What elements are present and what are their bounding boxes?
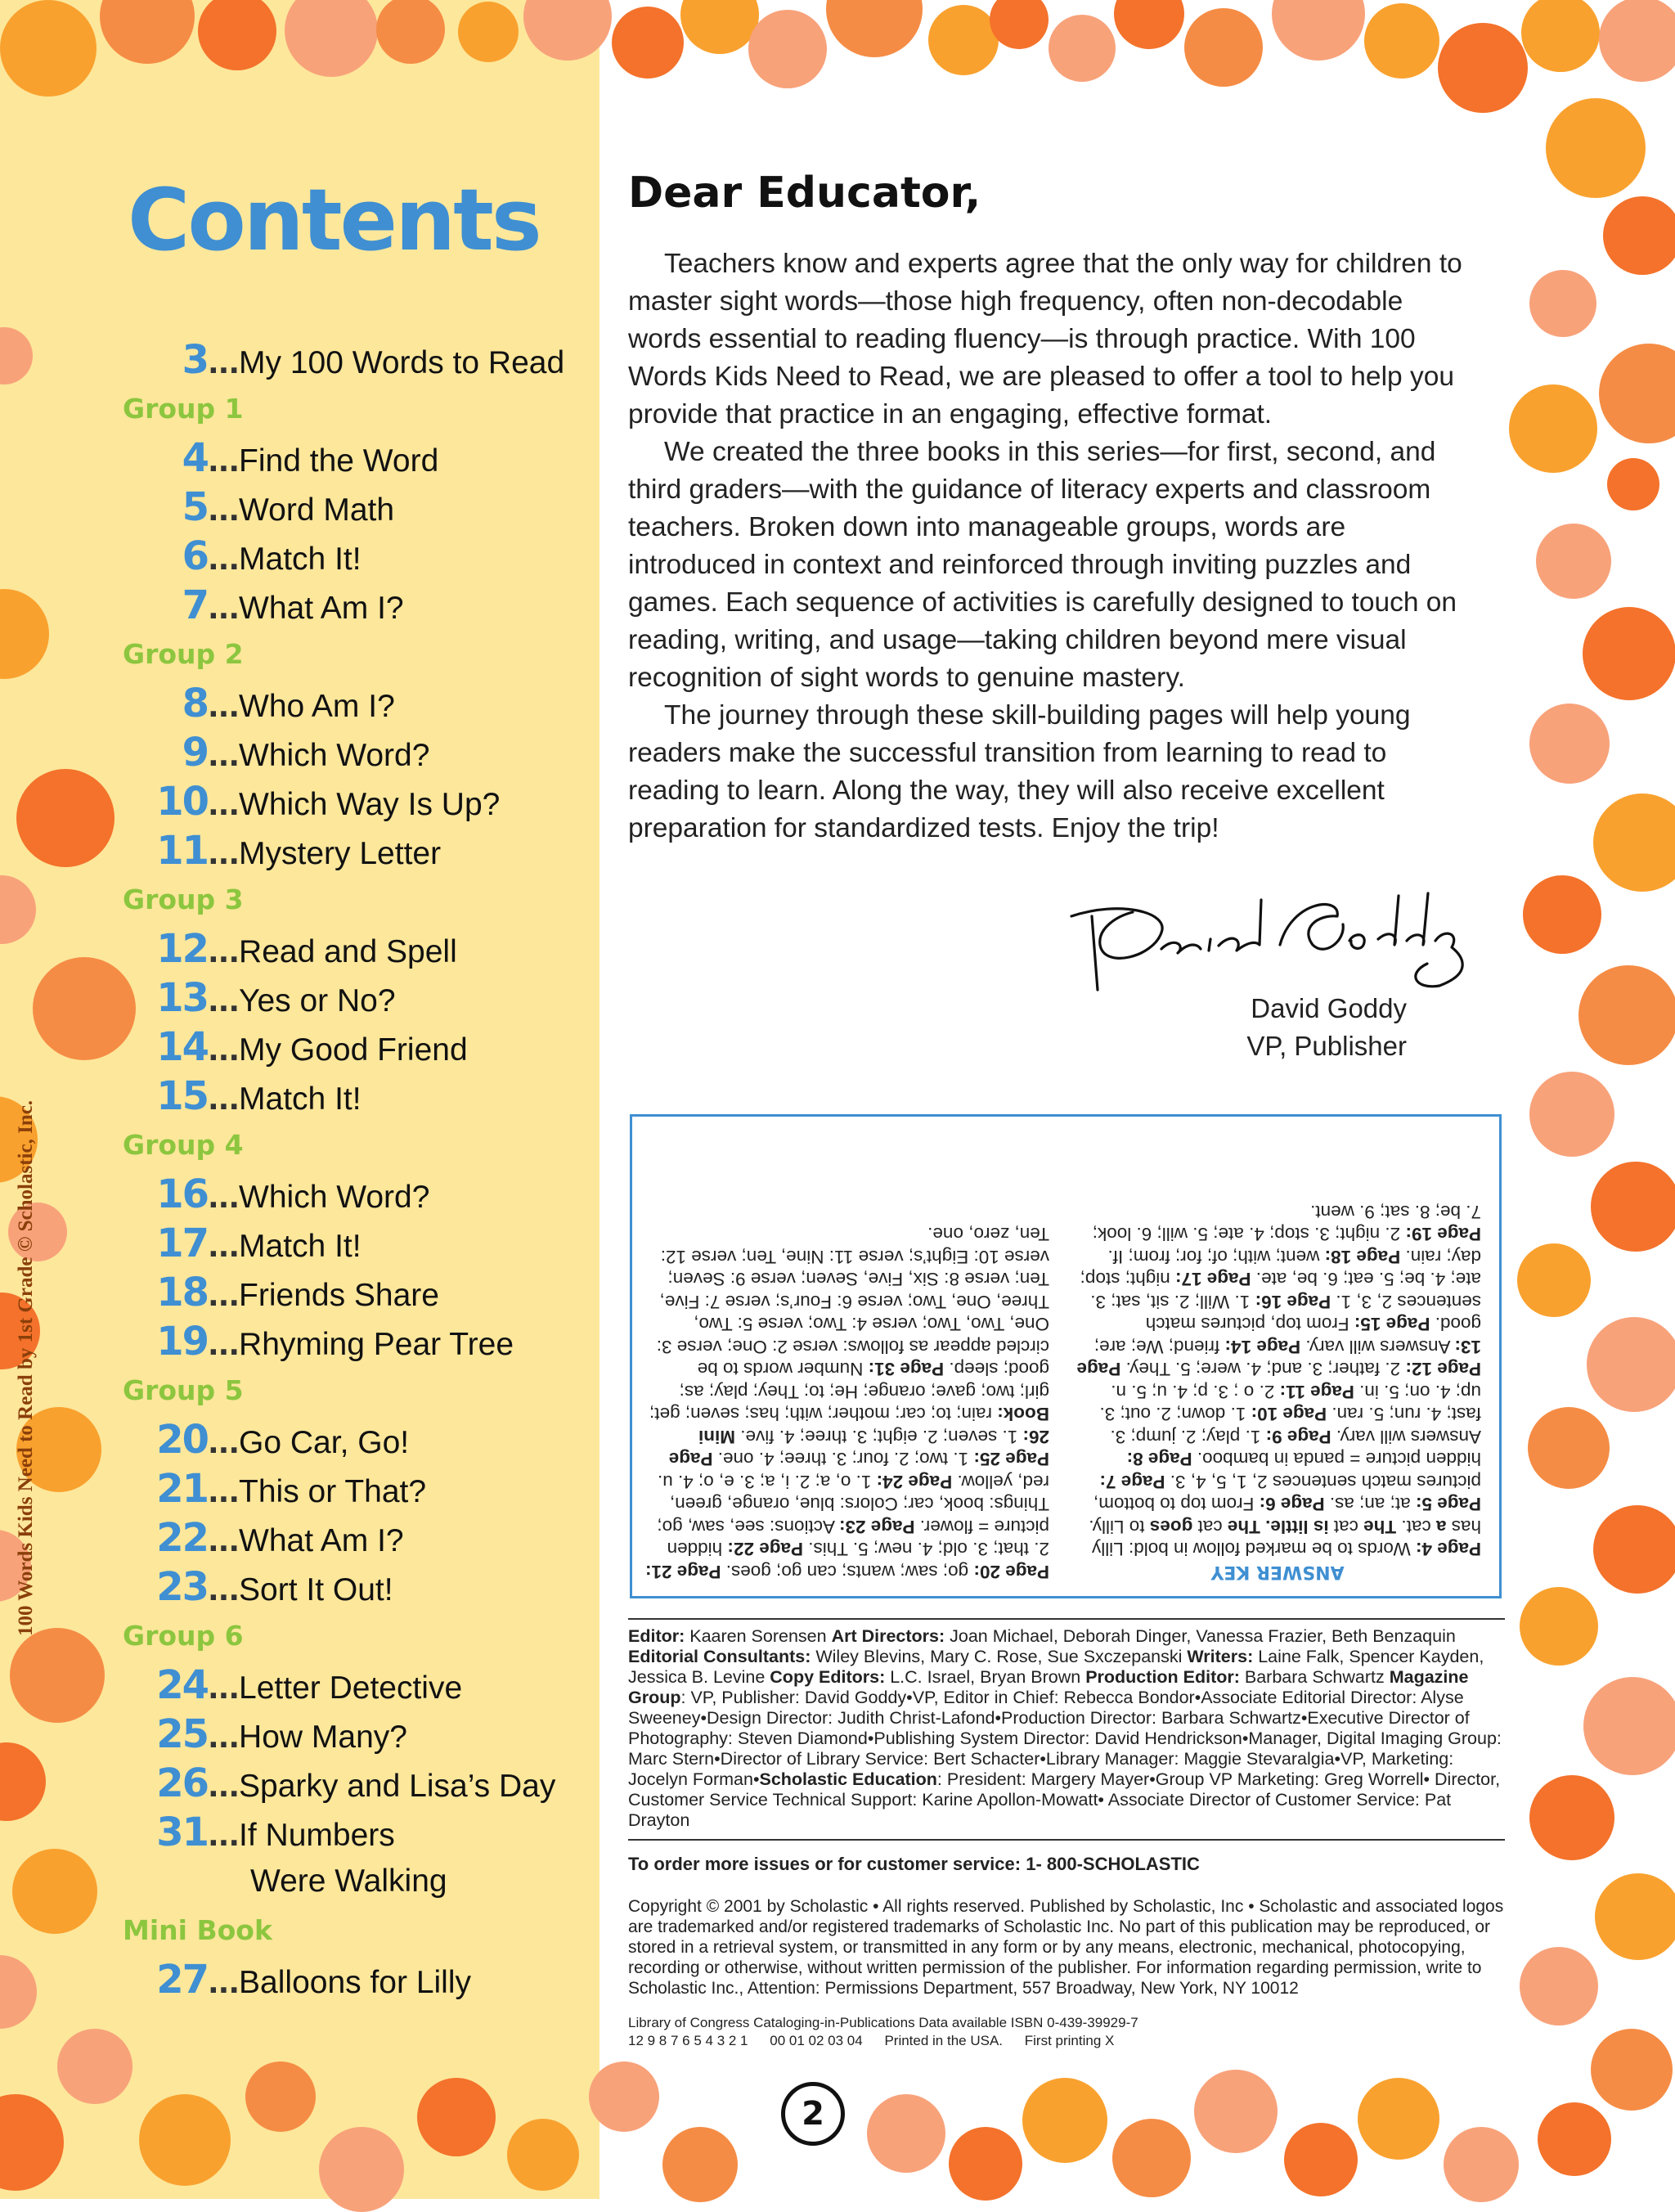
- text-run: : President: Margery Mayer•Group VP Marketing: Greg Worrell• Director, Customer Service Technical Support: Karine Apollon-Mowatt• Associate Director of Customer Service: Pat Drayton: [628, 1769, 1501, 1830]
- decorative-dot: [139, 2094, 231, 2186]
- toc-group-heading: Mini Book: [123, 1914, 272, 1946]
- decorative-dot: [1529, 1072, 1614, 1157]
- toc-item: [123, 1415, 581, 1464]
- bold-label: Page 22:: [727, 1539, 803, 1560]
- answer-key-column-left: [1074, 1201, 1481, 1584]
- toc-label: Yes or No?: [239, 983, 396, 1018]
- text-run: 1. o, a; 2. i, a; 3. e, o; 4. u.: [657, 1472, 877, 1492]
- answer-key-title: ANSWER KEY: [1210, 1562, 1345, 1582]
- text-run: 1. play; 2. jump; 3. fast; 4. run; 5. ran.: [1110, 1404, 1481, 1447]
- bold-label: Editor:: [628, 1626, 685, 1646]
- decorative-dot: [1517, 1243, 1591, 1317]
- letter-paragraph: The journey through these skill-building pages will help young readers make the successful transition from learning to read to reading to learn. Along the way, they will also receive excellent preparation for standardized tests. Enjoy the trip!: [628, 700, 1411, 843]
- bold-label: Writers:: [1187, 1647, 1254, 1666]
- bold-label: Page 14:: [1224, 1337, 1301, 1357]
- toc-leader-dots: ...: [208, 1230, 240, 1264]
- toc-item: [123, 924, 581, 973]
- toc-leader-dots: ...: [208, 494, 240, 528]
- toc-label: Match It!: [239, 1229, 361, 1264]
- decorative-dot: [1184, 8, 1263, 87]
- toc-group-heading: Group 6: [123, 1620, 244, 1652]
- toc-item: [123, 1464, 581, 1513]
- decorative-dot: [319, 2127, 404, 2212]
- bold-label: Page 26:: [668, 1427, 1049, 1470]
- decorative-dot: [1529, 270, 1596, 337]
- decorative-dot: [1049, 15, 1116, 82]
- text-run: hidden picture = flower.: [667, 1517, 1049, 1560]
- decorative-dot: [376, 0, 445, 64]
- decorative-dot: [1523, 875, 1601, 954]
- text-run: Joan Michael, Deborah Dinger, Vanessa Frazier, Beth Benzaquin: [945, 1626, 1456, 1646]
- toc-item: [123, 483, 581, 532]
- toc-label: If Numbers: [239, 1818, 395, 1853]
- bold-label: a: [1435, 1517, 1447, 1537]
- decorative-dot: [1272, 0, 1365, 61]
- answer-key-text: [1074, 1201, 1481, 1561]
- library-data: [628, 2014, 1505, 2050]
- bold-label: Page 7:: [1099, 1472, 1165, 1492]
- letter-salutation: Dear Educator,: [628, 169, 981, 218]
- toc-page-number: 25: [156, 1711, 208, 1757]
- toc-group-heading: Group 1: [123, 393, 244, 425]
- bold-label: Page 6:: [1259, 1494, 1325, 1515]
- decorative-dot: [867, 2094, 945, 2173]
- decorative-dot: [949, 2127, 1022, 2201]
- toc-item: [123, 1317, 581, 1366]
- decorative-dot: [0, 327, 33, 384]
- text-run: Laine Falk, Spencer Kayden, Jessica B. Levine: [628, 1647, 1484, 1687]
- toc-group-heading: Group 2: [123, 638, 244, 670]
- toc-leader-dots: ...: [208, 838, 240, 871]
- decorative-dot: [612, 7, 684, 79]
- toc-group-heading: Group 4: [123, 1129, 244, 1161]
- bold-label: Page 19:: [1405, 1224, 1481, 1245]
- bold-label: Page 4:: [1415, 1539, 1481, 1560]
- text-run: L.C. Israel, Bryan Brown: [885, 1667, 1086, 1687]
- toc-leader-dots: ...: [208, 789, 240, 822]
- decorative-dot: [1599, 0, 1675, 82]
- toc-item: [123, 826, 581, 875]
- signer-name: David Goddy: [1251, 993, 1407, 1023]
- text-run: Number words to be circled appear as follows: verse 2: One; verse 3: One, Two, Two; verse 4: Two; verse 5: Two, Three, One, Two; verse 6: Four’s; verse 7: Five, Ten; verse 8: Six, Five, Seven; verse 9: Seven; verse 10: Eight’s; verse 11: Nine, Ten; verse 12: Ten, zero, one.: [656, 1224, 1049, 1380]
- decorative-dot: [198, 0, 276, 70]
- decorative-dot: [1593, 794, 1675, 892]
- text-run: to Lilly.: [1089, 1517, 1150, 1537]
- toc-leader-dots: ...: [208, 1770, 240, 1804]
- toc-label: Match It!: [239, 542, 361, 577]
- toc-item: [123, 1661, 581, 1710]
- toc-label: Go Car, Go!: [239, 1425, 410, 1460]
- decorative-dot: [1599, 344, 1675, 443]
- bold-label: Page 17:: [1174, 1269, 1251, 1290]
- toc-leader-dots: ...: [208, 1279, 240, 1313]
- decorative-dot: [1587, 1317, 1675, 1412]
- text-run: go; saw; wants; can go; goes.: [721, 1562, 974, 1582]
- text-run: cat: [1192, 1517, 1228, 1537]
- toc-page-number: 14: [156, 1024, 208, 1070]
- decorative-dot: [748, 10, 827, 88]
- bold-label: Production Editor:: [1085, 1667, 1240, 1687]
- signer-title: VP, Publisher: [1246, 1031, 1407, 1061]
- decorative-dot: [245, 2061, 316, 2132]
- decorative-dot: [1528, 1407, 1610, 1489]
- toc-page-number: 24: [156, 1662, 208, 1708]
- toc-leader-dots: ...: [208, 347, 240, 380]
- decorative-dot: [1546, 98, 1646, 198]
- text-run: Answers will vary.: [1331, 1427, 1481, 1447]
- toc-label: This or That?: [239, 1474, 427, 1509]
- decorative-dot: [1591, 2029, 1673, 2111]
- decorative-dot: [928, 5, 999, 75]
- bold-label: Page 9:: [1265, 1427, 1331, 1447]
- decorative-dot: [1603, 196, 1675, 275]
- decorative-dot: [507, 2119, 579, 2191]
- toc-page-number: 12: [156, 926, 208, 972]
- decorative-dot: [1529, 704, 1610, 784]
- decorative-dot: [0, 2094, 64, 2191]
- text-run: Words to be marked follow in bold: Lilly has: [1091, 1517, 1481, 1560]
- decorative-dot: [680, 0, 759, 54]
- decorative-dot: [1444, 2127, 1519, 2202]
- bold-label: goes: [1149, 1517, 1193, 1537]
- bold-label: Page 11:: [1279, 1382, 1354, 1402]
- toc-item: [123, 434, 581, 483]
- print-line: [628, 2032, 1505, 2050]
- toc-page-number: 16: [156, 1171, 208, 1217]
- toc-page-number: 27: [156, 1957, 208, 2003]
- print-years: 00 01 02 03 04: [770, 2033, 863, 2048]
- toc-page-number: 15: [156, 1073, 208, 1119]
- toc-page-number: 26: [156, 1760, 208, 1806]
- toc-leader-dots: ...: [208, 1427, 240, 1460]
- answer-key-box: [630, 1114, 1502, 1598]
- toc-page-number: 13: [156, 975, 208, 1021]
- decorative-dot: [1438, 23, 1528, 113]
- bold-label: Page 12:: [1405, 1359, 1481, 1380]
- decorative-dot: [1595, 1873, 1675, 1960]
- toc-item: [123, 1268, 581, 1317]
- toc-leader-dots: ...: [208, 1525, 240, 1558]
- decorative-dot: [0, 1742, 46, 1821]
- text-run: 2. o ; 3. p; 4. u; 5. n.: [1111, 1382, 1280, 1402]
- text-run: friend; We; are; good.: [1093, 1314, 1481, 1357]
- decorative-dot: [1284, 2123, 1358, 2196]
- toc-page-number: 19: [156, 1319, 208, 1365]
- toc-label: Friends Share: [239, 1278, 439, 1313]
- decorative-dot: [0, 0, 97, 97]
- decorative-dot: [1358, 2078, 1439, 2160]
- decorative-dot: [826, 0, 923, 57]
- decorative-dot: [1578, 965, 1675, 1065]
- toc-leader-dots: ...: [208, 1181, 240, 1215]
- bold-label: Page 24:: [876, 1472, 953, 1492]
- toc-label: What Am I?: [239, 591, 404, 626]
- text-run: 2. that; 3. old; 4. new; 5. This.: [802, 1539, 1049, 1560]
- decorative-dot: [1509, 384, 1597, 473]
- toc-page-number: 8: [182, 681, 208, 726]
- toc-page-number: 5: [182, 484, 208, 530]
- answer-key-upside-down: [632, 1117, 1499, 1596]
- toc-leader-dots: ...: [208, 690, 240, 724]
- toc-page-number: 20: [156, 1417, 208, 1463]
- order-line: To order more issues or for customer service: 1- 800-SCHOLASTIC: [628, 1839, 1505, 1875]
- answer-key-column-right: [642, 1223, 1049, 1583]
- bold-label: Page 15:: [1354, 1314, 1430, 1335]
- toc-label: Which Word?: [239, 1180, 430, 1215]
- toc-item: [123, 777, 581, 826]
- toc-group-heading: Group 3: [123, 883, 244, 915]
- toc-page-number: 6: [182, 533, 208, 579]
- text-run: 2. father; 3. and; 4. were; 5. They.: [1120, 1359, 1406, 1380]
- text-run: cat.: [1396, 1517, 1436, 1537]
- decorative-dot: [1194, 2070, 1278, 2153]
- toc-leader-dots: ...: [208, 936, 240, 969]
- decorative-dot: [458, 2, 519, 62]
- toc-label: My 100 Words to Read: [239, 345, 565, 380]
- toc-label: Mystery Letter: [239, 836, 442, 871]
- bold-label: Magazine Group: [628, 1667, 1469, 1707]
- toc-label: Which Way Is Up?: [239, 787, 501, 822]
- copyright-notice: Copyright © 2001 by Scholastic • All rights reserved. Published by Scholastic, Inc • Scholastic and associated logos are trademarked and/or registered trademarks of Scholastic Inc. No part of this publication may be reproduced, or stored in a retrieval system, or transmitted in any form or by any means, electronic, mechanical, photocopying, recording or otherwise, without written permission of the publisher. For information regarding permission, write to Scholastic Inc., Attention: Permissions Department, 557 Broadway, New York, NY 10012: [628, 1897, 1504, 1998]
- decorative-dot: [57, 2029, 132, 2104]
- toc-item: [123, 973, 581, 1023]
- text-run: 2. night; 3. stop; 4. ate; 5. will; 6. look; 7. be; 8. sat; 9. went.: [1092, 1202, 1481, 1245]
- letter-body: [628, 245, 1471, 847]
- toc-leader-dots: ...: [208, 543, 240, 577]
- decorative-dot: [1114, 0, 1184, 49]
- decorative-dot: [662, 2127, 738, 2202]
- decorative-dot: [417, 2078, 496, 2156]
- toc-page-number: 21: [156, 1466, 208, 1512]
- decorative-dot: [1607, 458, 1659, 510]
- cip-line: Library of Congress Cataloging-in-Publications Data available ISBN 0-439-39929-7: [628, 2015, 1138, 2030]
- toc-leader-dots: ...: [208, 1672, 240, 1706]
- spine-credit: 100 Words Kids Need to Read by 1st Grade © Scholastic, Inc.: [15, 1099, 37, 1636]
- toc-item: [123, 532, 581, 581]
- text-run: Actions: see, saw, go; Things: book, car; Colors: blue, orange, green, red, yellow.: [657, 1472, 1049, 1537]
- decorative-dot: [33, 957, 136, 1060]
- bold-label: Page 18:: [1324, 1247, 1401, 1267]
- toc-page-number: 11: [156, 828, 208, 874]
- toc-leader-dots: ...: [208, 1034, 240, 1068]
- text-run: 1. two; 2. four; 3. three; 4. one.: [712, 1449, 974, 1470]
- text-run: went; with; of; for; from; If.: [1107, 1247, 1325, 1267]
- toc-leader-dots: ...: [208, 445, 240, 479]
- text-run: rain; to; car; mother; with; has; seven; get; girl; two; gave; orange; He; to; They; play; as; good; sleep.: [649, 1359, 1049, 1425]
- bold-label: Page 13:: [1076, 1337, 1481, 1380]
- toc-leader-dots: ...: [208, 1819, 240, 1853]
- signer-block: [1246, 990, 1407, 1065]
- bold-label: Page 5:: [1415, 1494, 1481, 1515]
- toc-label: Word Math: [239, 492, 395, 528]
- toc-leader-dots: ...: [208, 740, 240, 773]
- toc-label: Sparky and Lisa’s Day: [239, 1769, 556, 1804]
- toc-label: Find the Word: [239, 443, 439, 479]
- bold-label: Page 23:: [838, 1517, 915, 1537]
- answer-key-text: [642, 1223, 1049, 1583]
- bold-label: Page 25:: [973, 1449, 1049, 1470]
- toc-page-number: 7: [182, 582, 208, 628]
- contents-title: Contents: [128, 170, 540, 270]
- toc-leader-dots: ...: [208, 592, 240, 626]
- decorative-dot: [10, 1628, 105, 1723]
- toc-leader-dots: ...: [208, 1721, 240, 1755]
- decorative-dot: [589, 2061, 659, 2132]
- toc-item: [123, 1562, 581, 1612]
- toc-leader-dots: ...: [208, 1967, 240, 2000]
- bold-label: Art Directors:: [831, 1626, 945, 1646]
- printed-in: Printed in the USA.: [884, 2033, 1004, 2048]
- toc-group-heading: Group 5: [123, 1374, 244, 1406]
- decorative-dot: [1521, 0, 1600, 72]
- toc-leader-dots: ...: [208, 1329, 240, 1362]
- toc-item: [123, 581, 581, 630]
- toc-label: How Many?: [239, 1720, 407, 1755]
- bold-label: Page 21:: [644, 1562, 721, 1582]
- toc-page-number: 10: [156, 779, 208, 825]
- letter-paragraph: We created the three books in this series—for first, second, and third graders—with the guidance of literacy experts and classroom teachers. Broken down into manageable groups, words are introduced in context and reinforced through inviting puzzles and games. Each sequence of activities is carefully designed to touch on reading, writing, and usage—taking children beyond mere visual recognition of sight words to genuine mastery.: [628, 437, 1457, 693]
- decorative-dot: [1538, 2102, 1611, 2176]
- decorative-dot: [1529, 1775, 1614, 1860]
- decorative-dot: [1591, 1162, 1675, 1252]
- bold-label: Page 20:: [973, 1562, 1049, 1582]
- toc-item: [123, 679, 581, 728]
- bold-label: Page 8:: [1126, 1449, 1192, 1470]
- toc-label: Rhyming Pear Tree: [239, 1327, 514, 1362]
- decorative-dot: [12, 1849, 97, 1934]
- text-run: 1. Will; 2. sit, sat; 3. ate; 4. be; 5. eat; 6. be, ate.: [1090, 1269, 1481, 1312]
- toc-label: My Good Friend: [239, 1032, 468, 1068]
- decorative-dot: [1112, 2119, 1191, 2197]
- toc-item: [123, 728, 581, 777]
- letter-paragraph: Teachers know and experts agree that the only way for children to master sight words—those high frequency, often non-decodable words essential to reading fluency—is through practice. With 100 Words Kids Need to Read, we are pleased to offer a tool to help you provide that practice in an engaging, effective format.: [628, 249, 1462, 429]
- decorative-dot: [0, 589, 49, 679]
- toc-page-number: 4: [182, 435, 208, 481]
- toc-item: [123, 335, 581, 384]
- text-run: Kaaren Sorensen: [685, 1626, 832, 1646]
- bold-label: Editorial Consultants:: [628, 1647, 811, 1666]
- toc-item: [123, 1759, 581, 1808]
- decorative-dot: [1583, 1677, 1675, 1775]
- text-run: night; stop; day; rain.: [1080, 1247, 1481, 1290]
- decorative-dot: [1536, 524, 1611, 599]
- toc-item: [123, 1710, 581, 1759]
- bold-label: Copy Editors:: [770, 1667, 886, 1687]
- toc-label: Sort It Out!: [239, 1572, 393, 1607]
- toc-label: Which Word?: [239, 738, 430, 773]
- bold-label: Page 10:: [1251, 1404, 1327, 1425]
- printing: First printing X: [1024, 2033, 1115, 2048]
- text-run: From top, pictures match sentences 2, 3, 1.: [1145, 1292, 1481, 1335]
- toc-label: What Am I?: [239, 1523, 404, 1558]
- toc-page-number: 23: [156, 1564, 208, 1610]
- text-run: at; an; as.: [1324, 1494, 1416, 1515]
- toc-label: Balloons for Lilly: [239, 1965, 471, 2000]
- toc-leader-dots: ...: [208, 1574, 240, 1607]
- text-run: Answers will vary.: [1300, 1337, 1455, 1357]
- toc-item: [123, 1513, 581, 1562]
- toc-item-continued: [123, 1857, 581, 1906]
- toc-item: [123, 1170, 581, 1219]
- toc-label: Letter Detective: [239, 1670, 463, 1706]
- toc-label: Read and Spell: [239, 934, 457, 969]
- decorative-dot: [523, 0, 612, 61]
- toc-label: Were Walking: [250, 1864, 447, 1899]
- bold-label: Mini Book:: [698, 1404, 1049, 1447]
- text-run: : VP, Publisher: David Goddy•VP, Editor in Chief: Rebecca Bondor•Associate Editorial Director: Alyse Sweeney•Design Director: Judith Christ-Lafond•Production Director: Barbara Schwartz•Executive Director of Photography: Steven Diamond•Publishing System Director: David Hendrickson•Manager, Digital Imaging Group: Marc Stern•Director of Library Service: Bert Schacter•Library Manager: Maggie Stevaralgia•VP, Marketing: Jocelyn Forman•: [628, 1688, 1502, 1789]
- toc-page-number: 17: [156, 1221, 208, 1266]
- toc-item: [123, 1808, 581, 1857]
- text-run: Barbara Schwartz: [1239, 1667, 1390, 1687]
- text-run: From top to bottom, pictures match sentences 2, 1, 5, 4, 3.: [1093, 1472, 1481, 1515]
- masthead-credits: [628, 1618, 1505, 1831]
- text-run: 1. down; 2. out; 3. up; 4. on; 5. in.: [1099, 1382, 1481, 1425]
- toc-leader-dots: ...: [208, 1083, 240, 1117]
- bold-label: Page 31:: [868, 1359, 945, 1380]
- print-codes: 12 9 8 7 6 5 4 3 2 1: [628, 2033, 748, 2048]
- decorative-dot: [100, 0, 195, 64]
- bold-label: is little. The: [1227, 1517, 1329, 1537]
- toc-item: [123, 1072, 581, 1121]
- decorative-dot: [1583, 607, 1675, 700]
- toc-page-number: 3: [182, 337, 208, 383]
- toc-page-number: 22: [156, 1515, 208, 1561]
- decorative-dot: [1593, 1505, 1675, 1594]
- decorative-dot: [1364, 3, 1439, 79]
- toc-leader-dots: ...: [208, 1476, 240, 1509]
- decorative-dot: [285, 0, 378, 77]
- table-of-contents: [123, 335, 581, 2004]
- toc-leader-dots: ...: [208, 985, 240, 1018]
- decorative-dot: [1022, 2078, 1107, 2163]
- decorative-dot: [0, 1955, 37, 2029]
- toc-label: Match It!: [239, 1081, 361, 1117]
- toc-item: [123, 1955, 581, 2004]
- page-number: 2: [781, 2082, 845, 2146]
- toc-page-number: 9: [182, 730, 208, 776]
- toc-page-number: 31: [156, 1810, 208, 1855]
- bold-label: Page 16:: [1255, 1292, 1331, 1312]
- bold-label: Scholastic Education: [759, 1769, 937, 1789]
- decorative-dot: [1520, 1587, 1598, 1666]
- toc-item: [123, 1023, 581, 1072]
- toc-item: [123, 1219, 581, 1268]
- text-run: hidden picture = panda in bamboo.: [1192, 1449, 1481, 1470]
- handwritten-signature: [1055, 867, 1489, 998]
- text-run: cat: [1328, 1517, 1364, 1537]
- text-run: 1. seven; 2. eight; 3. three; 4. five.: [735, 1427, 1023, 1447]
- text-run: Wiley Blevins, Mary C. Rose, Sue Sxczepanski: [811, 1647, 1188, 1666]
- bold-label: The: [1363, 1517, 1397, 1537]
- toc-page-number: 18: [156, 1270, 208, 1315]
- decorative-dot: [1520, 1947, 1598, 2025]
- toc-label: Who Am I?: [239, 689, 395, 724]
